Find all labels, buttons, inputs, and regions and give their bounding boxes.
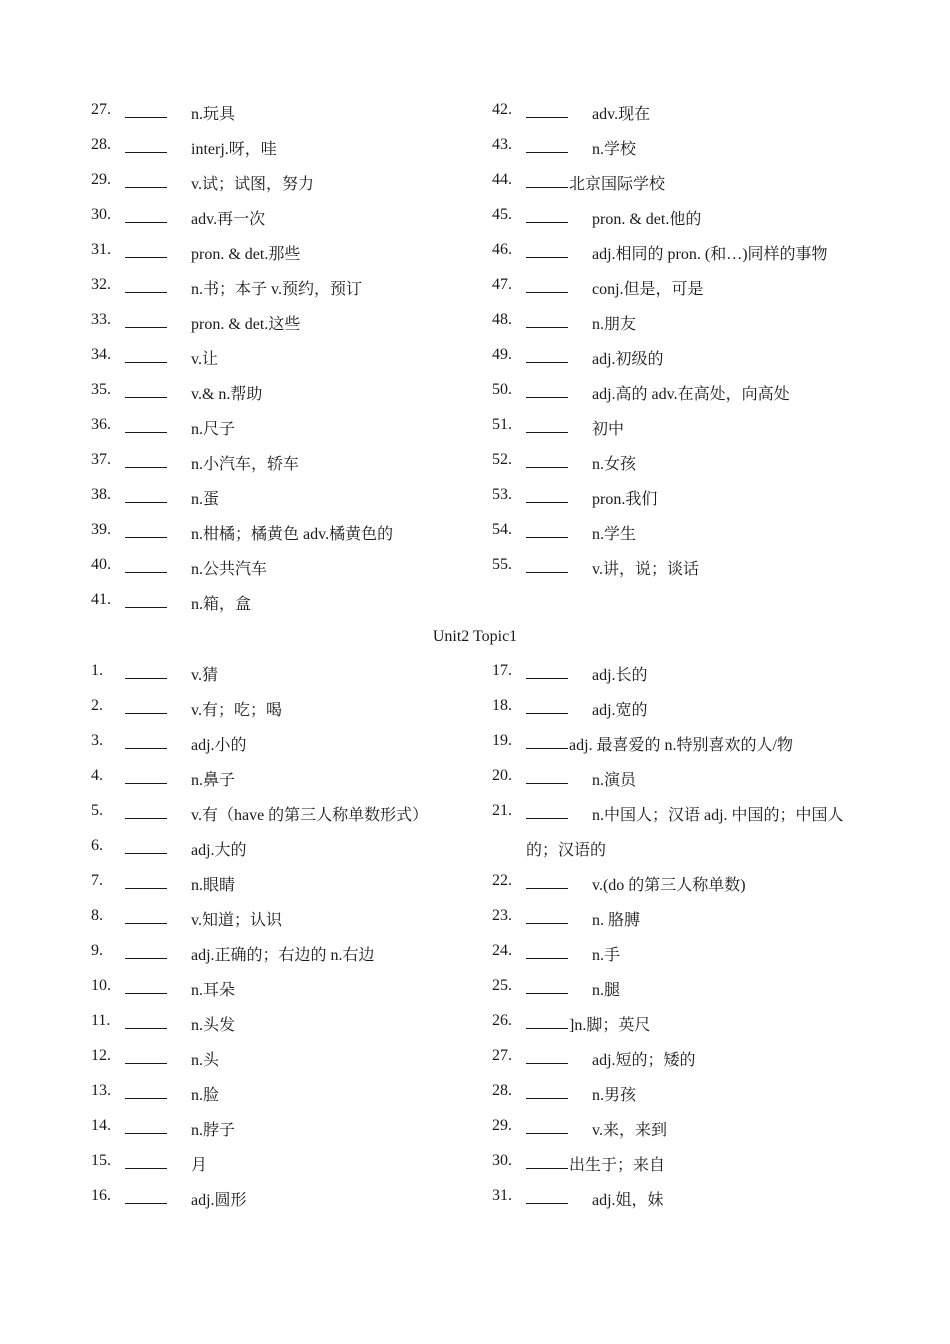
definition-continuation: 的；汉语的 [526,842,607,859]
item-number: 44. [492,171,512,188]
definition-text: v.& n.帮助 [191,386,263,403]
answer-blank[interactable] [125,1012,167,1029]
answer-blank[interactable] [125,697,167,714]
item-number: 50. [492,381,512,398]
item-number: 43. [492,136,512,153]
item-number: 3. [91,732,103,749]
item-number: 19. [492,732,512,749]
section1-left-column [91,101,511,626]
item-number: 9. [91,942,103,959]
section1-right-column [492,101,912,591]
definition-text: n.学校 [592,141,637,158]
answer-blank[interactable] [526,697,568,714]
vocab-row [492,662,912,697]
vocab-row [492,171,912,206]
definition-text: adj.初级的 [592,351,664,368]
answer-blank[interactable] [125,872,167,889]
item-number: 35. [91,381,111,398]
answer-blank[interactable] [125,1187,167,1204]
vocab-row [91,136,511,171]
item-number: 39. [91,521,111,538]
section2-right-column [492,662,912,1222]
definition-text: n.公共汽车 [191,561,268,578]
vocab-row [91,1012,511,1047]
vocab-row [492,521,912,556]
item-number: 46. [492,241,512,258]
answer-blank[interactable] [526,1117,568,1134]
definition-text: adj.长的 [592,667,648,684]
definition-text: v.讲，说；谈话 [592,561,699,578]
vocab-row [492,942,912,977]
answer-blank[interactable] [125,556,167,573]
item-number: 52. [492,451,512,468]
answer-blank[interactable] [125,977,167,994]
item-number: 42. [492,101,512,118]
answer-blank[interactable] [526,311,568,328]
definition-text: n. 胳膊 [592,912,641,929]
answer-blank[interactable] [526,276,568,293]
vocab-row [492,136,912,171]
vocab-row [91,346,511,381]
definition-text: pron. & det.那些 [191,246,301,263]
item-number: 24. [492,942,512,959]
vocab-row [492,451,912,486]
answer-blank[interactable] [125,1152,167,1169]
item-number: 2. [91,697,103,714]
answer-blank[interactable] [125,942,167,959]
definition-text: n.尺子 [191,421,236,438]
definition-text: n.鼻子 [191,772,236,789]
vocab-row [492,1117,912,1152]
item-number: 47. [492,276,512,293]
vocab-row [492,416,912,451]
answer-blank[interactable] [125,346,167,363]
vocab-row [492,1152,912,1187]
item-number: 28. [492,1082,512,1099]
item-number: 16. [91,1187,111,1204]
item-number: 6. [91,837,103,854]
item-number: 29. [91,171,111,188]
item-number: 48. [492,311,512,328]
vocab-row [91,907,511,942]
definition-text: ]n.脚；英尺 [569,1017,651,1034]
vocab-row [492,1082,912,1117]
vocab-row [492,241,912,276]
definition-text: adj.宽的 [592,702,648,719]
definition-text: n.柑橘；橘黄色 adv.橘黄色的 [191,526,394,543]
item-number: 17. [492,662,512,679]
answer-blank[interactable] [526,241,568,258]
answer-blank[interactable] [125,732,167,749]
vocab-row [91,206,511,241]
item-number: 30. [91,206,111,223]
vocab-row [91,171,511,206]
vocab-row [91,977,511,1012]
vocab-row [492,101,912,136]
answer-blank[interactable] [125,662,167,679]
item-number: 38. [91,486,111,503]
answer-blank[interactable] [125,521,167,538]
definition-text: n.脸 [191,1087,220,1104]
vocab-row [91,556,511,591]
vocab-row [91,241,511,276]
definition-text: n.腿 [592,982,621,999]
answer-blank[interactable] [125,486,167,503]
item-number: 53. [492,486,512,503]
vocab-row [91,802,511,837]
vocab-row [91,732,511,767]
answer-blank[interactable] [526,767,568,784]
definition-text: 北京国际学校 [569,176,666,193]
item-number: 4. [91,767,103,784]
answer-blank[interactable] [125,451,167,468]
item-number: 49. [492,346,512,363]
answer-blank[interactable] [526,1082,568,1099]
item-number: 21. [492,802,512,819]
answer-blank[interactable] [526,136,568,153]
answer-blank[interactable] [125,1117,167,1134]
answer-blank[interactable] [125,591,167,608]
definition-text: pron. & det.他的 [592,211,702,228]
definition-text: 出生于；来自 [569,1157,666,1174]
definition-text: pron. & det.这些 [191,316,301,333]
item-number: 22. [492,872,512,889]
answer-blank[interactable] [526,977,568,994]
vocab-row [492,486,912,521]
definition-text: adj.相同的 pron. (和…)同样的事物 [592,246,828,263]
vocab-row [91,276,511,311]
vocab-row [91,486,511,521]
answer-blank[interactable] [526,907,568,924]
vocab-row [91,1117,511,1152]
item-number: 27. [492,1047,512,1064]
definition-text: adv.现在 [592,106,651,123]
answer-blank[interactable] [125,241,167,258]
definition-text: n.手 [592,947,621,964]
item-number: 37. [91,451,111,468]
definition-text: n.玩具 [191,106,236,123]
item-number: 34. [91,346,111,363]
vocab-row [492,381,912,416]
answer-blank[interactable] [125,1047,167,1064]
definition-text: n.箱，盒 [191,596,252,613]
definition-text: adj.高的 adv.在高处，向高处 [592,386,790,403]
definition-text: n.女孩 [592,456,637,473]
answer-blank[interactable] [526,416,568,433]
item-number: 29. [492,1117,512,1134]
vocab-row [91,662,511,697]
item-number: 14. [91,1117,111,1134]
answer-blank[interactable] [125,416,167,433]
answer-blank[interactable] [526,171,568,188]
item-number: 32. [91,276,111,293]
definition-text: n.小汽车，轿车 [191,456,300,473]
definition-text: pron.我们 [592,491,658,508]
answer-blank[interactable] [125,171,167,188]
item-number: 13. [91,1082,111,1099]
vocab-row [91,1187,511,1222]
item-number: 1. [91,662,103,679]
definition-text: conj.但是，可是 [592,281,704,298]
definition-text: adj.小的 [191,737,247,754]
vocab-row [492,346,912,381]
answer-blank[interactable] [526,556,568,573]
definition-text: n.耳朵 [191,982,236,999]
definition-text: v.来，来到 [592,1122,667,1139]
vocab-row [492,802,912,837]
answer-blank[interactable] [125,276,167,293]
answer-blank[interactable] [526,802,568,819]
definition-text: n.头发 [191,1017,236,1034]
vocab-row [91,767,511,802]
vocab-row [91,1082,511,1117]
item-number: 51. [492,416,512,433]
vocab-row [91,311,511,346]
definition-text: v.试；试图，努力 [191,176,314,193]
item-number: 18. [492,697,512,714]
definition-text: adv.再一次 [191,211,266,228]
vocab-row [91,451,511,486]
item-number: 10. [91,977,111,994]
answer-blank[interactable] [125,802,167,819]
answer-blank[interactable] [526,1187,568,1204]
vocab-row [91,942,511,977]
definition-text: n.脖子 [191,1122,236,1139]
item-number: 5. [91,802,103,819]
vocab-row [492,556,912,591]
vocab-row [492,977,912,1012]
vocab-row [492,1012,912,1047]
answer-blank[interactable] [125,381,167,398]
item-number: 41. [91,591,111,608]
item-number: 26. [492,1012,512,1029]
section-heading: Unit2 Topic1 [432,628,518,645]
vocab-row [492,697,912,732]
item-number: 31. [492,1187,512,1204]
definition-text: v.猜 [191,667,218,684]
definition-text: n.头 [191,1052,220,1069]
answer-blank[interactable] [526,381,568,398]
vocab-row [492,872,912,907]
definition-text: interj.呀，哇 [191,141,277,158]
item-number: 25. [492,977,512,994]
definition-text: 月 [191,1157,208,1174]
vocab-row [91,416,511,451]
item-number: 7. [91,872,103,889]
item-number: 55. [492,556,512,573]
vocab-row [91,697,511,732]
answer-blank[interactable] [526,101,568,118]
answer-blank[interactable] [125,206,167,223]
vocab-row [492,1187,912,1222]
definition-text: v.让 [191,351,218,368]
definition-text: n.朋友 [592,316,637,333]
definition-text: 初中 [592,421,625,438]
answer-blank[interactable] [125,907,167,924]
vocab-row [91,381,511,416]
vocab-row [492,732,912,767]
definition-text: n.演员 [592,772,637,789]
definition-text: adj.大的 [191,842,247,859]
definition-text: n.蛋 [191,491,220,508]
vocab-row [91,591,511,626]
item-number: 36. [91,416,111,433]
item-number: 23. [492,907,512,924]
definition-text: n.学生 [592,526,637,543]
definition-text: n.书；本子 v.预约，预订 [191,281,362,298]
vocab-row [492,767,912,802]
answer-blank[interactable] [526,732,568,749]
answer-blank[interactable] [526,486,568,503]
answer-blank[interactable] [526,1012,568,1029]
definition-text: adj.姐，妹 [592,1192,664,1209]
item-number: 33. [91,311,111,328]
definition-text: n.眼睛 [191,877,236,894]
vocab-row [492,206,912,241]
vocab-row [91,101,511,136]
answer-blank[interactable] [125,311,167,328]
item-number: 45. [492,206,512,223]
answer-blank[interactable] [526,206,568,223]
definition-text: adj. 最喜爱的 n.特别喜欢的人/物 [569,737,793,754]
answer-blank[interactable] [526,942,568,959]
item-number: 20. [492,767,512,784]
answer-blank[interactable] [125,837,167,854]
definition-text: v.知道；认识 [191,912,282,929]
answer-blank[interactable] [526,521,568,538]
item-number: 27. [91,101,111,118]
answer-blank[interactable] [526,1152,568,1169]
answer-blank[interactable] [125,136,167,153]
item-number: 40. [91,556,111,573]
answer-blank[interactable] [526,346,568,363]
item-number: 15. [91,1152,111,1169]
vocab-row [91,1047,511,1082]
answer-blank[interactable] [125,767,167,784]
item-number: 12. [91,1047,111,1064]
vocab-row [492,276,912,311]
definition-text: v.(do 的第三人称单数) [592,877,746,894]
vocab-row [91,872,511,907]
answer-blank[interactable] [125,1082,167,1099]
vocab-row [91,837,511,872]
definition-text: adj.正确的；右边的 n.右边 [191,947,375,964]
answer-blank[interactable] [526,662,568,679]
vocab-row [91,1152,511,1187]
definition-text: n.中国人；汉语 adj. 中国的；中国人 [592,807,844,824]
item-number: 11. [91,1012,111,1029]
vocab-row [492,1047,912,1082]
definition-text: n.男孩 [592,1087,637,1104]
definition-text: adj.圆形 [191,1192,247,1209]
item-number: 54. [492,521,512,538]
definition-text: adj.短的；矮的 [592,1052,696,1069]
answer-blank[interactable] [526,872,568,889]
vocab-row [492,907,912,942]
item-number: 8. [91,907,103,924]
item-number: 31. [91,241,111,258]
definition-text: v.有；吃；喝 [191,702,282,719]
answer-blank[interactable] [125,101,167,118]
answer-blank[interactable] [526,1047,568,1064]
answer-blank[interactable] [526,451,568,468]
vocab-row [91,521,511,556]
item-number: 28. [91,136,111,153]
section2-left-column [91,662,511,1222]
item-number: 30. [492,1152,512,1169]
vocab-row [492,311,912,346]
definition-text: v.有（have 的第三人称单数形式） [191,807,429,824]
